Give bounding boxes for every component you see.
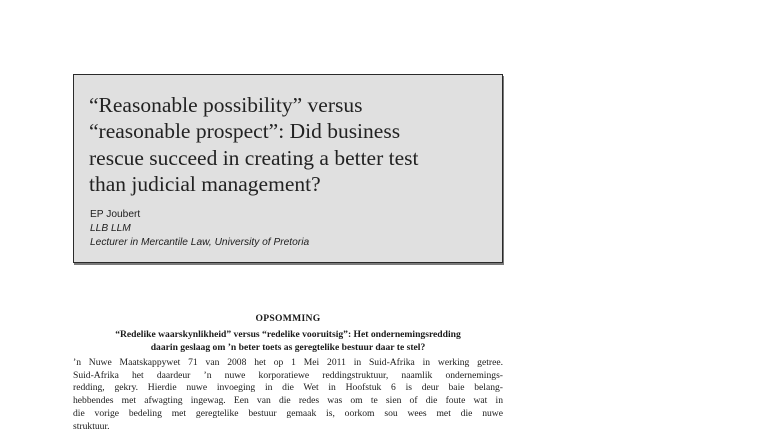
body-line: ’n Nuwe Maatskappywet 71 van 2008 het op 1 Mei 2011 in Suid-Afrika in werking getree. — [73, 357, 503, 368]
body-line: hebbendes met afwagting ingewag. Een van die redes was om te sien of die foute wat in — [73, 395, 503, 407]
title-line: rescue succeed in creating a better test — [89, 145, 419, 170]
title-line: “Reasonable possibility” versus — [89, 93, 363, 117]
body-line: redding, gekry. Hierdie nuwe invoeging in die Wet in Hoofstuk 6 is deur baie belang- — [73, 382, 503, 394]
summary-body — [73, 357, 503, 433]
body-line: struktuur. — [73, 420, 110, 432]
summary-subtitle — [73, 329, 503, 355]
author-block — [90, 208, 309, 250]
title-line: than judicial management? — [89, 171, 321, 196]
body-line: die vorige bedeling met geregtelike bestuur gemaak is, oorkom sou wees met die nuwe — [73, 407, 503, 419]
author-degrees: LLB LLM — [90, 223, 131, 234]
author-affiliation: Lecturer in Mercantile Law, University of Pretoria — [90, 237, 310, 248]
subtitle-line: “Redelike waarskynlikheid” versus “redelike vooruitsig”: Het ondernemingsredding — [115, 329, 461, 340]
article-title — [89, 92, 494, 197]
title-box — [73, 74, 503, 263]
author-name: EP Joubert — [90, 209, 141, 220]
subtitle-line: daarin geslaag om ’n beter toets as geregtelike bestuur daar te stel? — [150, 341, 426, 353]
body-line: Suid-Afrika het daardeur ’n nuwe korporatiewe reddingstruktuur, naamlik ondernemings- — [73, 369, 503, 381]
title-line: “reasonable prospect”: Did business — [89, 119, 401, 144]
summary-heading: OPSOMMING — [255, 313, 321, 324]
